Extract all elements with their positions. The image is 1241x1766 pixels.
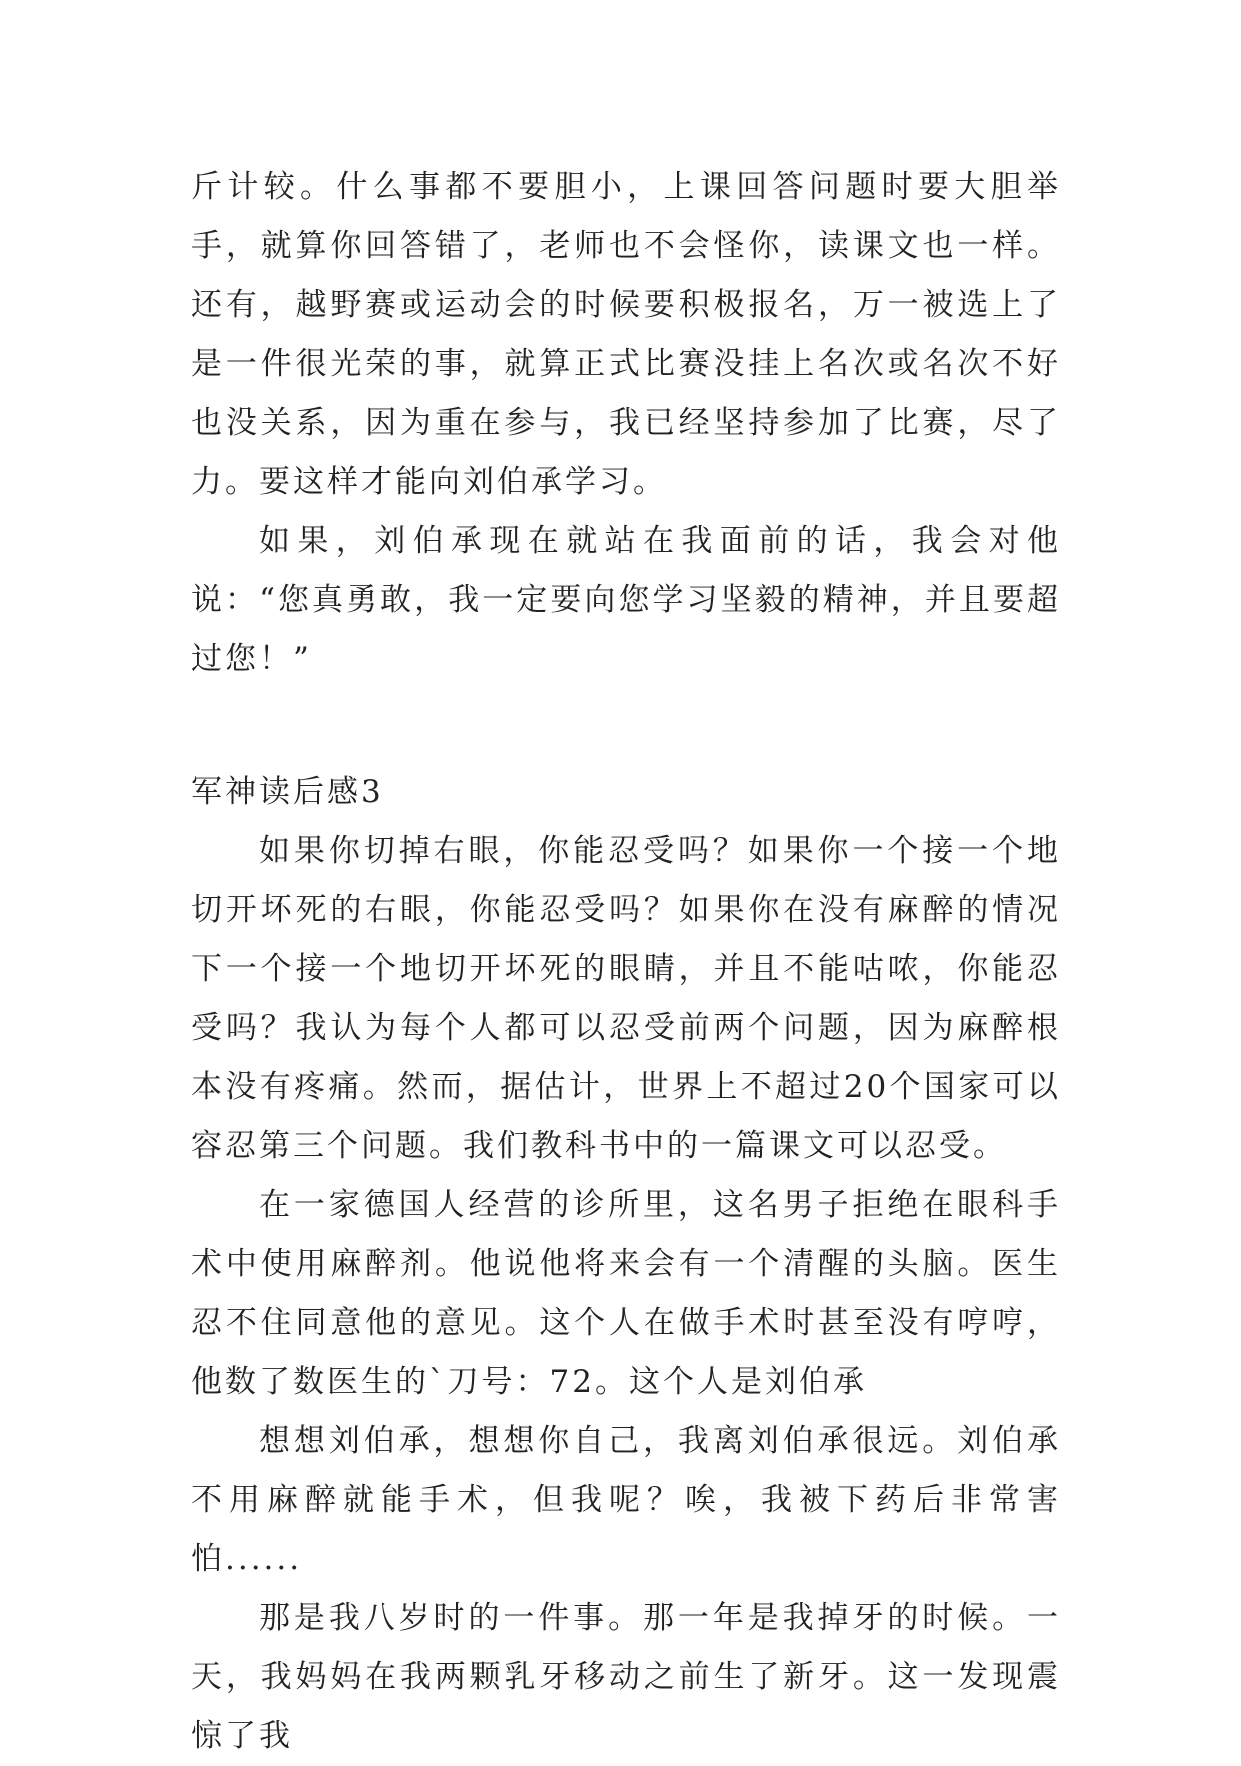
continuation-paragraph: 斤计较。什么事都不要胆小，上课回答问题时要大胆举手，就算你回答错了，老师也不会怪你，读课文也一样。还有，越野赛或运动会的时候要积极报名，万一被选上了是一件很光荣的事，就算正式比赛没挂上名次或名次不好也没关系，因为重在参与，我已经坚持参加了比赛，尽了力。要这样才能向刘伯承学习。: [191, 169, 1061, 500]
document-body: [191, 158, 1061, 1766]
paragraph: 那是我八岁时的一件事。那一年是我掉牙的时候。一天，我妈妈在我两颗乳牙移动之前生了新牙。这一发现震惊了我: [191, 1600, 1061, 1754]
section-heading: 军神读后感3: [191, 774, 384, 810]
paragraph: 在一家德国人经营的诊所里，这名男子拒绝在眼科手术中使用麻醉剂。他说他将来会有一个清醒的头脑。医生忍不住同意他的意见。这个人在做手术时甚至没有哼哼，他数了数医生的`刀号：72。这个人是刘伯承: [191, 1187, 1061, 1400]
section-spacer: [191, 689, 1061, 763]
paragraph: 想想刘伯承，想想你自己，我离刘伯承很远。刘伯承不用麻醉就能手术，但我呢？唉，我被下药后非常害怕......: [191, 1423, 1061, 1577]
paragraph: 如果你切掉右眼，你能忍受吗？如果你一个接一个地切开坏死的右眼，你能忍受吗？如果你在没有麻醉的情况下一个接一个地切开坏死的眼睛，并且不能咕哝，你能忍受吗？我认为每个人都可以忍受前两个问题，因为麻醉根本没有疼痛。然而，据估计，世界上不超过20个国家可以容忍第三个问题。我们教科书中的一篇课文可以忍受。: [191, 833, 1061, 1164]
paragraph: 如果，刘伯承现在就站在我面前的话，我会对他说：“您真勇敢，我一定要向您学习坚毅的精神，并且要超过您！”: [191, 523, 1061, 677]
